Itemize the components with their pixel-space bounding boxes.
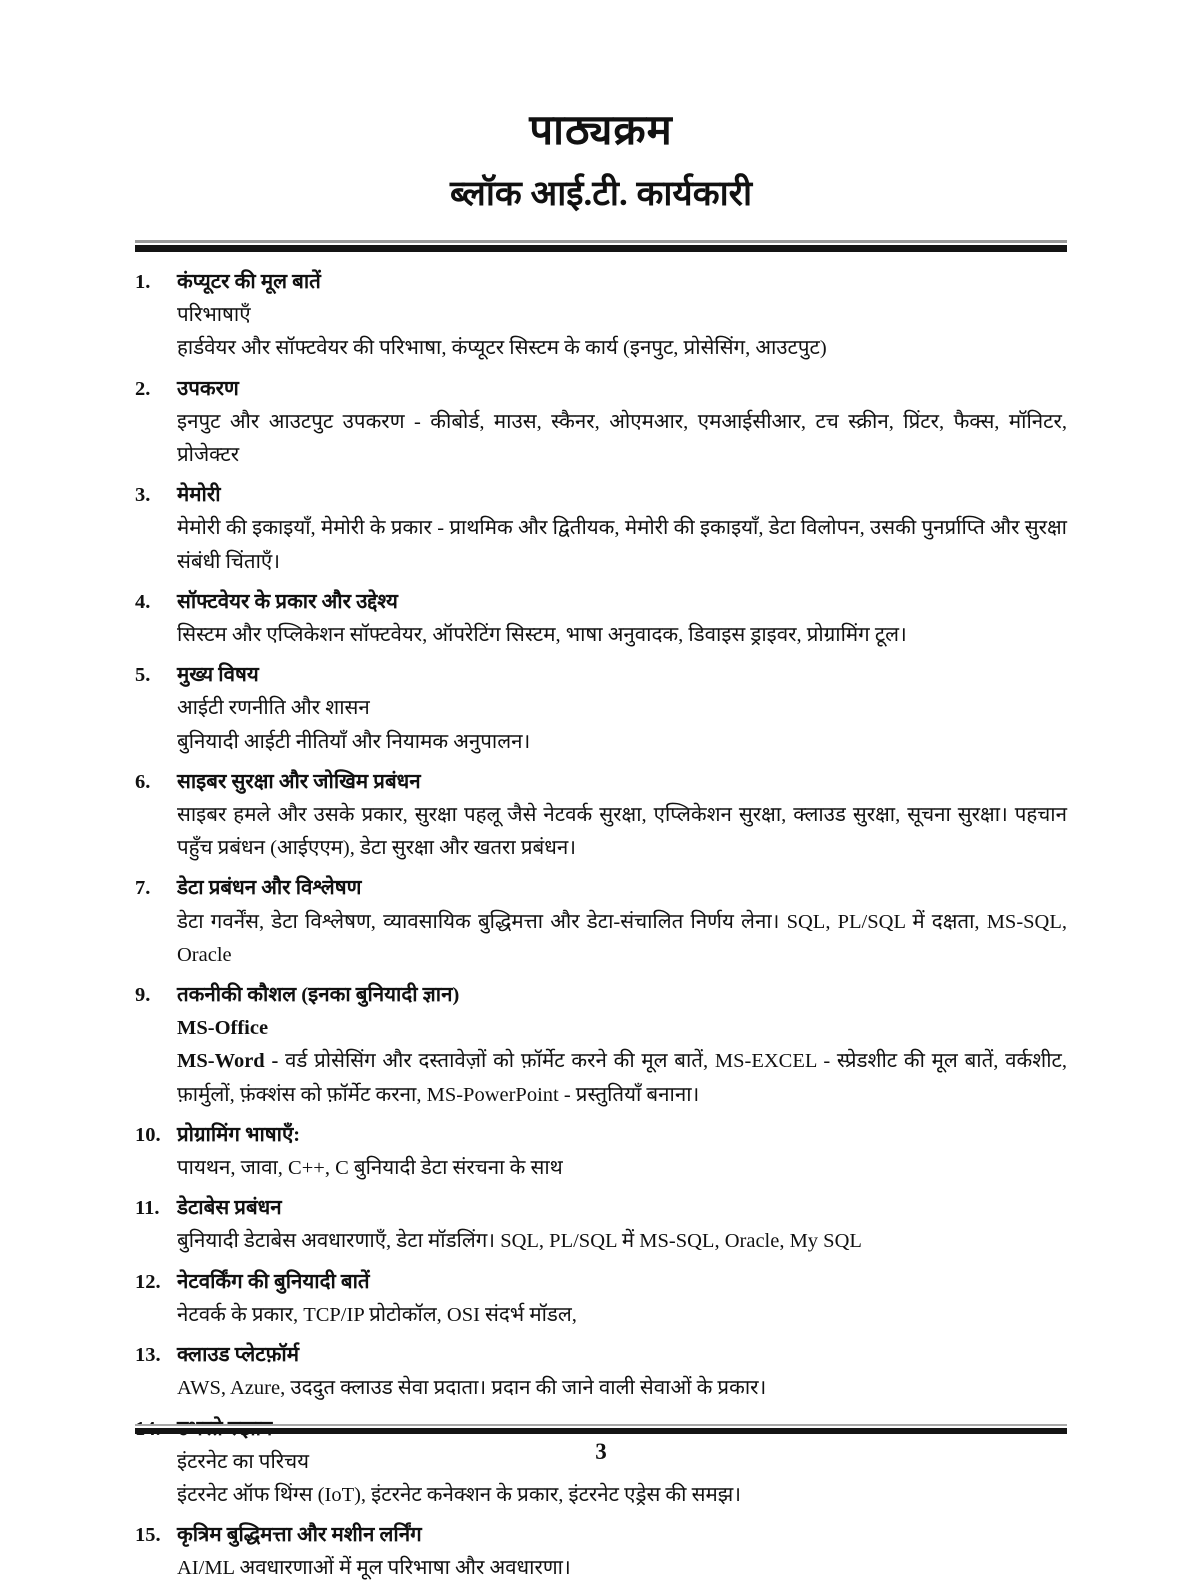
paragraph-segment: बुनियादी आईटी नीतियाँ और नियामक अनुपालन।: [177, 730, 531, 753]
item-number: 1.: [135, 271, 151, 293]
syllabus-item: [135, 1339, 1067, 1405]
item-heading: सॉफ्टवेयर के प्रकार और उद्देश्य: [177, 590, 398, 613]
syllabus-list: [135, 266, 1067, 1586]
item-body: [177, 1266, 1067, 1332]
page-footer: [135, 1424, 1067, 1465]
item-number: 4.: [135, 590, 151, 613]
item-number: 6.: [135, 770, 151, 793]
paragraph-segment: वर्ड प्रोसेसिंग और दस्तावेज़ों को फ़ॉर्मेट करने की मूल बातें, MS-EXCEL - स्प्रेडशीट की मूल बातें, वर्कशीट, फ़ार्मुलों, फ़ंक्शंस को फ़ॉर्मेट करना, MS-PowerPoint - प्रस्तुतियाँ बनाना।: [177, 1050, 1067, 1106]
item-number: 11.: [135, 1197, 160, 1220]
item-heading: साइबर सुरक्षा और जोखिम प्रबंधन: [177, 770, 421, 793]
syllabus-item: [135, 373, 1067, 473]
paragraph-segment: आईटी रणनीति और शासन: [177, 697, 370, 720]
item-number: 9.: [135, 984, 151, 1007]
item-body: [177, 1519, 1067, 1585]
header-divider: [135, 240, 1067, 252]
paragraph-segment: बुनियादी डेटाबेस अवधारणाएँ, डेटा मॉडलिंग। SQL, PL/SQL में MS-SQL, Oracle, My SQL: [177, 1230, 862, 1253]
item-body: [177, 266, 1067, 366]
page-title: पाठ्यक्रम: [529, 108, 673, 154]
item-paragraph: [177, 1552, 1067, 1585]
syllabus-item: [135, 1266, 1067, 1332]
syllabus-item: [135, 1192, 1067, 1258]
paragraph-segment: सिस्टम और एप्लिकेशन सॉफ्टवेयर, ऑपरेटिंग सिस्टम, भाषा अनुवादक, डिवाइस ड्राइवर, प्रोग्रामिंग टूल।: [177, 624, 907, 647]
syllabus-item: [135, 979, 1067, 1112]
item-number: 13.: [135, 1344, 161, 1367]
paragraph-segment: डेटा गवर्नेंस, डेटा विश्लेषण, व्यावसायिक बुद्धिमत्ता और डेटा-संचालित निर्णय लेना। SQL, PL/SQL में दक्षता, MS-SQL, Oracle: [177, 910, 1067, 966]
item-number: 3.: [135, 484, 151, 507]
item-number: 7.: [135, 877, 151, 900]
syllabus-item: [135, 266, 1067, 366]
item-paragraph: [177, 1152, 1067, 1185]
paragraph-segment: AI/ML अवधारणाओं में मूल परिभाषा और अवधारणा।: [177, 1557, 571, 1580]
item-number: 15.: [135, 1524, 161, 1547]
item-paragraph: [177, 512, 1067, 578]
item-heading: क्लाउड प्लेटफ़ॉर्म: [177, 1344, 299, 1367]
item-heading: डेटाबेस प्रबंधन: [177, 1197, 282, 1220]
item-body: [177, 1339, 1067, 1405]
item-number: 5.: [135, 664, 151, 687]
item-paragraph: [177, 332, 1067, 365]
page-subtitle: ब्लॉक आई.टी. कार्यकारी: [449, 174, 753, 213]
item-heading: डेटा प्रबंधन और विश्लेषण: [177, 877, 362, 900]
syllabus-item: [135, 766, 1067, 866]
syllabus-item: [135, 659, 1067, 759]
page-number: 3: [595, 1439, 607, 1464]
item-number: 2.: [135, 377, 151, 400]
item-paragraph: [177, 726, 1067, 759]
paragraph-segment: AWS, Azure, उददुत क्लाउड सेवा प्रदाता। प्रदान की जाने वाली सेवाओं के प्रकार।: [177, 1377, 767, 1400]
item-heading: मेमोरी: [177, 484, 221, 507]
item-number: 12.: [135, 1270, 161, 1293]
item-paragraph: [177, 1045, 1067, 1111]
item-body: [177, 1192, 1067, 1258]
syllabus-item: [135, 1519, 1067, 1585]
footer-divider: [135, 1424, 1067, 1434]
item-heading: मुख्य विषय: [177, 664, 259, 687]
paragraph-segment: इंटरनेट ऑफ थिंग्स (IoT), इंटरनेट कनेक्शन के प्रकार, इंटरनेट एड्रेस की समझ।: [177, 1483, 741, 1506]
item-heading: नेटवर्किंग की बुनियादी बातें: [177, 1270, 370, 1293]
item-heading: प्रोग्रामिंग भाषाएँ:: [177, 1123, 301, 1146]
syllabus-item: [135, 1119, 1067, 1185]
paragraph-segment: इंटरनेट का परिचय: [177, 1450, 310, 1473]
item-body: [177, 659, 1067, 759]
item-body: [177, 479, 1067, 579]
paragraph-segment: परिभाषाएँ: [177, 304, 251, 327]
item-heading: तकनीकी कौशल (इनका बुनियादी ज्ञान): [177, 984, 460, 1007]
item-paragraph: [177, 1225, 1067, 1258]
item-paragraph: [177, 1012, 1067, 1045]
item-body: [177, 586, 1067, 652]
syllabus-item: [135, 586, 1067, 652]
paragraph-bold-segment: MS-Office: [177, 1017, 269, 1040]
item-heading: कृत्रिम बुद्धिमत्ता और मशीन लर्निंग: [177, 1524, 422, 1547]
item-number: 10.: [135, 1123, 161, 1146]
item-paragraph: [177, 1479, 1067, 1512]
item-heading: कंप्यूटर की मूल बातें: [177, 271, 321, 293]
item-paragraph: [177, 299, 1067, 332]
paragraph-segment: हार्डवेयर और सॉफ्टवेयर की परिभाषा, कंप्यूटर सिस्टम के कार्य (इनपुट, प्रोसेसिंग, आउटपुट): [177, 337, 827, 360]
syllabus-item: [135, 872, 1067, 972]
item-paragraph: [177, 1299, 1067, 1332]
item-paragraph: [177, 406, 1067, 472]
paragraph-segment: नेटवर्क के प्रकार, TCP/IP प्रोटोकॉल, OSI संदर्भ मॉडल,: [177, 1303, 577, 1326]
paragraph-bold-segment: MS-Word -: [177, 1050, 286, 1073]
item-body: [177, 1119, 1067, 1185]
item-heading: उपकरण: [177, 377, 239, 400]
item-paragraph: [177, 799, 1067, 865]
item-paragraph: [177, 906, 1067, 972]
item-paragraph: [177, 619, 1067, 652]
item-body: [177, 766, 1067, 866]
syllabus-item: [135, 479, 1067, 579]
item-body: [177, 872, 1067, 972]
item-paragraph: [177, 692, 1067, 725]
paragraph-segment: पायथन, जावा, C++, C बुनियादी डेटा संरचना के साथ: [177, 1157, 563, 1180]
item-body: [177, 979, 1067, 1112]
item-paragraph: [177, 1372, 1067, 1405]
paragraph-segment: इनपुट और आउटपुट उपकरण - कीबोर्ड, माउस, स्कैनर, ओएमआर, एमआईसीआर, टच स्क्रीन, प्रिंटर, फैक्स, मॉनिटर, प्रोजेक्टर: [177, 410, 1067, 467]
paragraph-segment: मेमोरी की इकाइयाँ, मेमोरी के प्रकार - प्राथमिक और द्वितीयक, मेमोरी की इकाइयाँ, डेटा विलोपन, उसकी पुनर्प्राप्ति और सुरक्षा संबंधी चिंताएँ।: [177, 517, 1067, 573]
item-body: [177, 373, 1067, 473]
paragraph-segment: साइबर हमले और उसके प्रकार, सुरक्षा पहलू जैसे नेटवर्क सुरक्षा, एप्लिकेशन सुरक्षा, क्लाउड सुरक्षा, सूचना सुरक्षा। पहचान पहुँच प्रबंधन (आईएएम), डेटा सुरक्षा और खतरा प्रबंधन।: [177, 804, 1067, 860]
